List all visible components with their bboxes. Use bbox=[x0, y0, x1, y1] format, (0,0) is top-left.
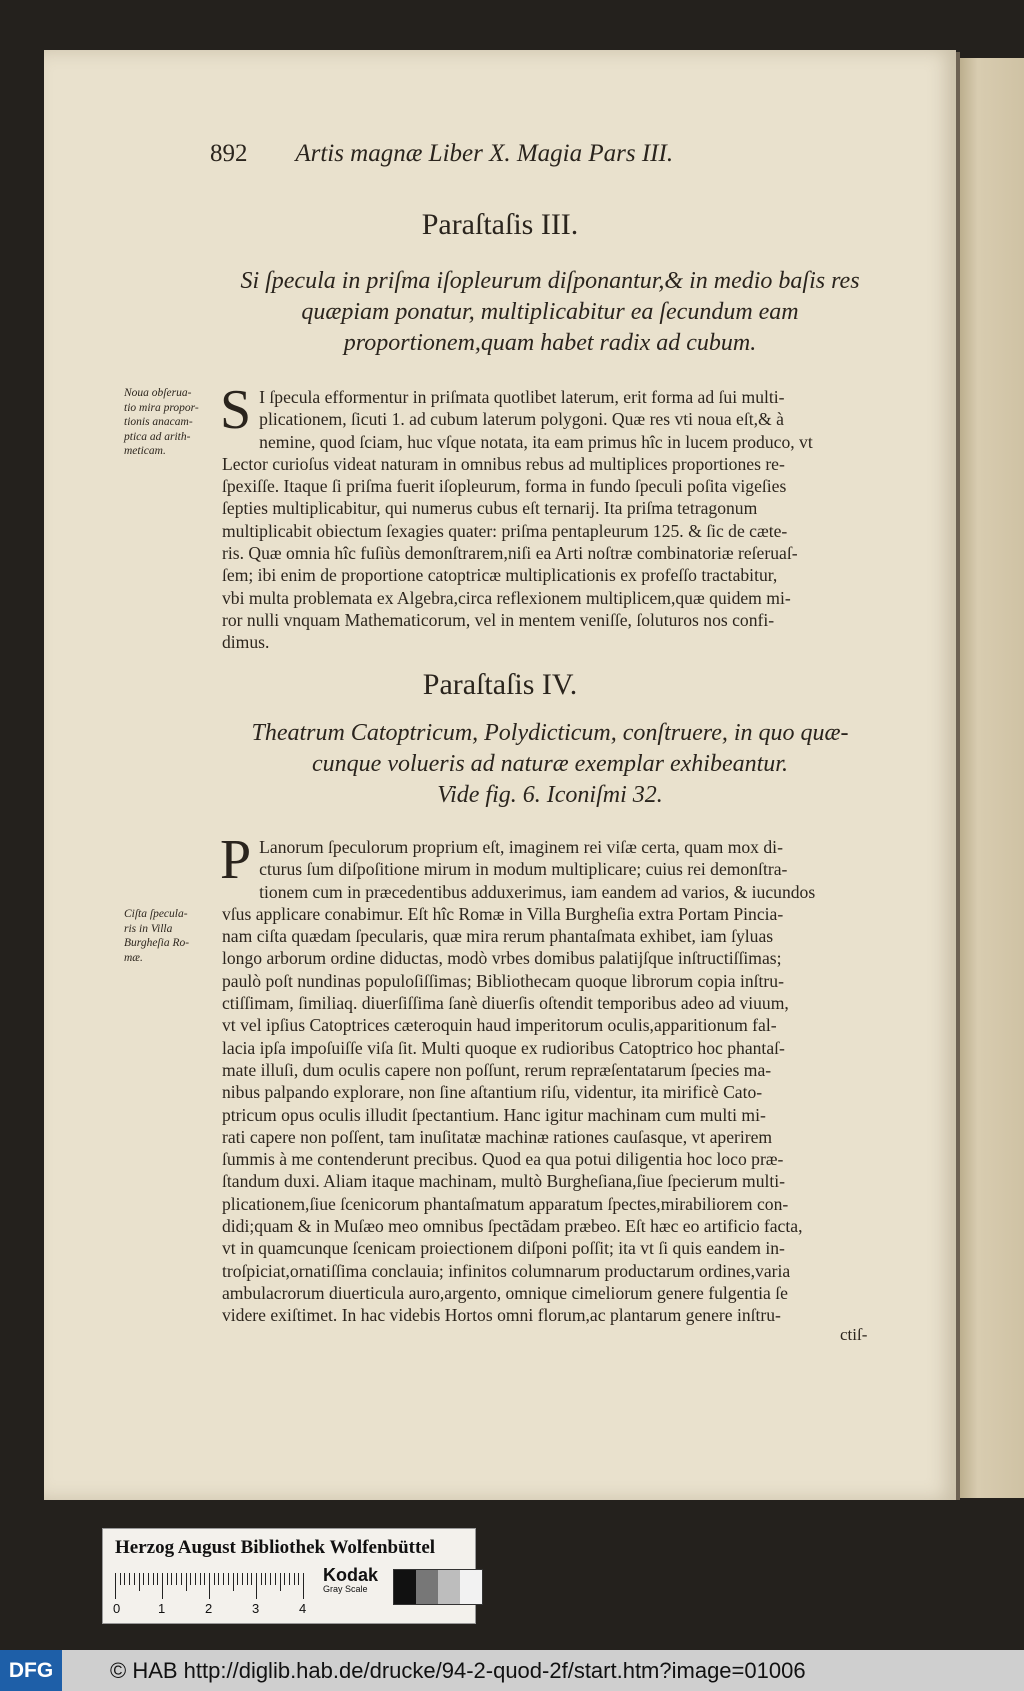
text-line: cturus ſum diſpoſitione mirum in modum multiplicare; cuius rei demonſtra- bbox=[259, 859, 788, 880]
ruler-tick bbox=[261, 1573, 262, 1585]
ruler-tick bbox=[237, 1573, 238, 1585]
text-line: vſus applicare conabimur. Eſt hîc Romæ in Villa Burgheſia extra Portam Pincia- bbox=[222, 903, 784, 924]
ruler-tick bbox=[280, 1573, 281, 1591]
margin-note-line: meticam. bbox=[124, 445, 166, 457]
margin-note-line: mæ. bbox=[124, 951, 143, 964]
text-line: videre exiſtimet. In hac videbis Hortos omni florum,ac plantarum genere inſtru- bbox=[222, 1305, 781, 1326]
text-line: I ſpecula efformentur in priſmata quotlibet laterum, erit forma ad ſui multi- bbox=[259, 387, 785, 407]
margin-note-line: ptica ad arith- bbox=[124, 430, 191, 443]
ruler-tick bbox=[190, 1573, 191, 1585]
paragraph-iii bbox=[220, 379, 898, 654]
ruler-tick bbox=[157, 1573, 158, 1585]
proposition-line: Vide fig. 6. Iconiſmi 32. bbox=[437, 782, 663, 808]
ruler-tick bbox=[218, 1573, 219, 1585]
ruler-tick bbox=[134, 1573, 135, 1585]
gray-scale-label: Gray Scale bbox=[323, 1584, 368, 1594]
drop-cap: S bbox=[220, 379, 252, 441]
text-line: plicationem, ſicuti 1. ad cubum laterum polygoni. Quæ res vti noua eſt,& à bbox=[259, 409, 784, 430]
proposition-iii bbox=[200, 266, 900, 359]
ruler-tick bbox=[298, 1573, 299, 1585]
text-line: rati capere non poſſent, tam inuſitatæ machinæ rationes cauſasque, vt aperirem bbox=[222, 1126, 773, 1147]
ruler-tick bbox=[209, 1573, 210, 1599]
ruler-tick bbox=[247, 1573, 248, 1585]
text-line: paulò poſt nundinas populoſiſſimas; Bibliothecam quoque librorum copia inſtru- bbox=[222, 970, 784, 991]
text-line: mate illuſi, dum oculis capere non poſſunt, rerum repræſentatarum ſpecies ma- bbox=[222, 1059, 772, 1080]
gray-scale-patches bbox=[393, 1569, 483, 1605]
proposition-iv bbox=[200, 718, 900, 811]
text-line: longo arborum ordine diductas, modò vrbes domibus palatijſque inſtructiſſimas; bbox=[222, 948, 782, 969]
ruler-tick bbox=[294, 1573, 295, 1585]
ruler-tick bbox=[153, 1573, 154, 1585]
text-line: ſem; ibi enim de proportione catoptricæ multiplicationis ex profeſſo tractabitur, bbox=[222, 565, 778, 586]
text-line: ctiſſimam, ſimiliaq. diuerſiſſima ſanè diuerſis oſtendit temporibus adeo ad viuum, bbox=[222, 993, 789, 1014]
margin-note-line: ris in Villa bbox=[124, 922, 173, 935]
margin-note-line: Ciſta ſpecula- bbox=[124, 908, 188, 920]
text-line: nam ciſta quædam ſpecularis, quæ mira rerum phantaſmata exhibet, iam ſyluas bbox=[222, 926, 774, 947]
ruler-tick bbox=[162, 1573, 163, 1599]
text-line: plicationem,ſiue ſcenicorum phantaſmatum apparatum ſpectes,mirabiliorem con- bbox=[222, 1193, 789, 1214]
ruler-tick bbox=[270, 1573, 271, 1585]
dfg-logo: DFG bbox=[0, 1650, 62, 1691]
ruler-tick bbox=[148, 1573, 149, 1585]
facing-page bbox=[958, 58, 1024, 1498]
ruler-tick bbox=[251, 1573, 252, 1585]
ruler-tick bbox=[167, 1573, 168, 1585]
kodak-label bbox=[323, 1565, 378, 1594]
ruler-tick bbox=[242, 1573, 243, 1585]
ruler-tick bbox=[186, 1573, 187, 1591]
ruler-tick bbox=[124, 1573, 125, 1585]
ruler-tick bbox=[176, 1573, 177, 1585]
page-number: 892 bbox=[210, 140, 248, 167]
proposition-line: proportionem,quam habet radix ad cubum. bbox=[343, 330, 757, 356]
text-line: tionem cum in præcedentibus adduxerimus, iam eandem ad varios, & iucundos bbox=[259, 881, 816, 902]
source-credit: © HAB http://diglib.hab.de/drucke/94-2-quod-2f/start.htm?image=01006 bbox=[110, 1658, 806, 1683]
margin-note-line: Burgheſia Ro- bbox=[124, 937, 190, 949]
text-line: ror nulli vnquam Mathematicorum, vel in mentem veniſſe, ſoluturos nos confi- bbox=[222, 609, 775, 630]
ruler-tick bbox=[275, 1573, 276, 1585]
ruler-numbers bbox=[113, 1601, 313, 1619]
ruler-tick bbox=[115, 1573, 116, 1599]
ruler-number: 0 bbox=[113, 1601, 121, 1616]
library-card bbox=[102, 1528, 476, 1624]
text-line: didi;quam & in Muſæo meo omnibus ſpectãdam præbeo. Eſt hæc eo artificio facta, bbox=[222, 1216, 803, 1237]
text-line: lacia ipſa impoſuiſſe viſa ſit. Multi quoque ex rudioribus Catoptrico hoc phantaſ- bbox=[222, 1037, 785, 1058]
ruler-tick bbox=[120, 1573, 121, 1585]
text-line: multiplicabit obiectum ſexagies quater: priſma pentapleurum 125. & ſic de cæte- bbox=[222, 520, 788, 541]
ruler-tick bbox=[139, 1573, 140, 1591]
ruler-tick bbox=[129, 1573, 130, 1585]
ruler-tick bbox=[181, 1573, 182, 1585]
ruler-number: 4 bbox=[299, 1601, 307, 1616]
gray-patch bbox=[394, 1570, 416, 1604]
catchword: ctiſ- bbox=[840, 1325, 868, 1344]
library-title: Herzog August Bibliothek Wolfenbüttel bbox=[115, 1537, 436, 1558]
margin-note-line: tionis anacam- bbox=[124, 416, 193, 428]
kodak-brand: Kodak bbox=[323, 1565, 379, 1585]
ruler-number: 1 bbox=[158, 1601, 166, 1616]
ruler-tick bbox=[200, 1573, 201, 1585]
text-line: ſtandum duxi. Aliam itaque machinam, multò Burgheſiana,ſiue ſpecierum multi- bbox=[222, 1171, 786, 1192]
ruler-tick bbox=[256, 1573, 257, 1599]
text-line: ſummis à me contenderunt precibus. Quod ea qua potui diligentia hoc loco præ- bbox=[222, 1149, 784, 1170]
proposition-line: Si ſpecula in priſma iſopleurum diſponantur,& in medio baſis res bbox=[240, 268, 860, 294]
text-line: Lector curioſus videat naturam in omnibus rebus ad multiplices proportiones re- bbox=[222, 453, 785, 474]
text-line: ſpexiſſe. Itaque ſi priſma fuerit iſopleurum, forma in fundo ſpeculi poſita vigeſies bbox=[222, 476, 787, 497]
ruler-tick bbox=[265, 1573, 266, 1585]
ruler-number: 2 bbox=[205, 1601, 213, 1616]
text-line: vbi multa problemata ex Algebra,circa reflexionem multiplicem,quæ quidem mi- bbox=[222, 587, 791, 608]
text-line: troſpiciat,ornatiſſima conclauia; infinitos columnarum productarum ordines,varia bbox=[222, 1260, 791, 1281]
ruler-tick bbox=[228, 1573, 229, 1585]
running-header bbox=[210, 140, 790, 168]
ruler-tick bbox=[223, 1573, 224, 1585]
text-line: ambulacrorum diuerticula auro,argento, omnique cimeliorum genere fulgentia ſe bbox=[222, 1282, 788, 1303]
margin-note-2 bbox=[124, 907, 219, 965]
margin-note-line: Noua obſerua- bbox=[124, 387, 192, 399]
ruler-tick bbox=[214, 1573, 215, 1585]
text-line: Lanorum ſpeculorum proprium eſt, imaginem rei viſæ certa, quam mox di- bbox=[259, 837, 783, 857]
proposition-line: cunque volueris ad naturæ exemplar exhibeantur. bbox=[312, 751, 788, 777]
ruler-number: 3 bbox=[252, 1601, 260, 1616]
text-line: nemine, quod ſciam, huc vſque notata, ita eam primus hîc in lucem produco, vt bbox=[259, 431, 813, 452]
margin-note-1 bbox=[124, 386, 219, 459]
ruler-tick bbox=[204, 1573, 205, 1585]
text-line: vt vel ipſius Catoptrices cæteroquin haud imperitorum oculis,apparitionum fal- bbox=[222, 1015, 777, 1036]
margin-note-line: tio mira propor- bbox=[124, 401, 199, 414]
text-line: dimus. bbox=[222, 632, 270, 653]
running-title: Artis magnæ Liber X. Magia Pars III. bbox=[295, 140, 674, 167]
text-line: vt in quamcunque ſcenicam proiectionem diſponi poſſit; ita vt ſi quis eandem in- bbox=[222, 1238, 785, 1259]
section-title-iv: Paraſtaſis IV. bbox=[422, 668, 578, 701]
ruler-tick bbox=[284, 1573, 285, 1585]
ruler-tick bbox=[233, 1573, 234, 1591]
ruler-tick bbox=[143, 1573, 144, 1585]
text-line: ris. Quæ omnia hîc fuſiùs demonſtrarem,niſi ea Arti noſtræ combinatoriæ reſeruaſ- bbox=[222, 543, 798, 564]
text-line: nibus palpando explorare, non ſine aſtantium riſu, videntur, ita mirificè Cato- bbox=[222, 1082, 763, 1103]
paragraph-iv bbox=[220, 829, 898, 1327]
text-line: ſepties multiplicabitur, qui numerus cubus eſt ternarij. Ita priſma tetragonum bbox=[222, 498, 758, 519]
ruler-tick bbox=[195, 1573, 196, 1585]
drop-cap: P bbox=[220, 829, 252, 891]
ruler-tick bbox=[303, 1573, 304, 1599]
section-title-iii: Paraſtaſis III. bbox=[421, 208, 579, 241]
text-line: ptricum opus oculis illudit ſpectantium. Hanc igitur machinam cum multi mi- bbox=[222, 1104, 766, 1125]
gray-patch bbox=[460, 1570, 482, 1604]
ruler-tick bbox=[289, 1573, 290, 1585]
proposition-line: Theatrum Catoptricum, Polydicticum, conſtruere, in quo quæ- bbox=[251, 720, 849, 746]
ruler-scale bbox=[115, 1573, 305, 1599]
gray-patch bbox=[438, 1570, 460, 1604]
proposition-line: quæpiam ponatur, multiplicabitur ea ſecundum eam bbox=[301, 299, 799, 325]
ruler-tick bbox=[171, 1573, 172, 1585]
gray-patch bbox=[416, 1570, 438, 1604]
viewer-footer bbox=[0, 1650, 1024, 1691]
